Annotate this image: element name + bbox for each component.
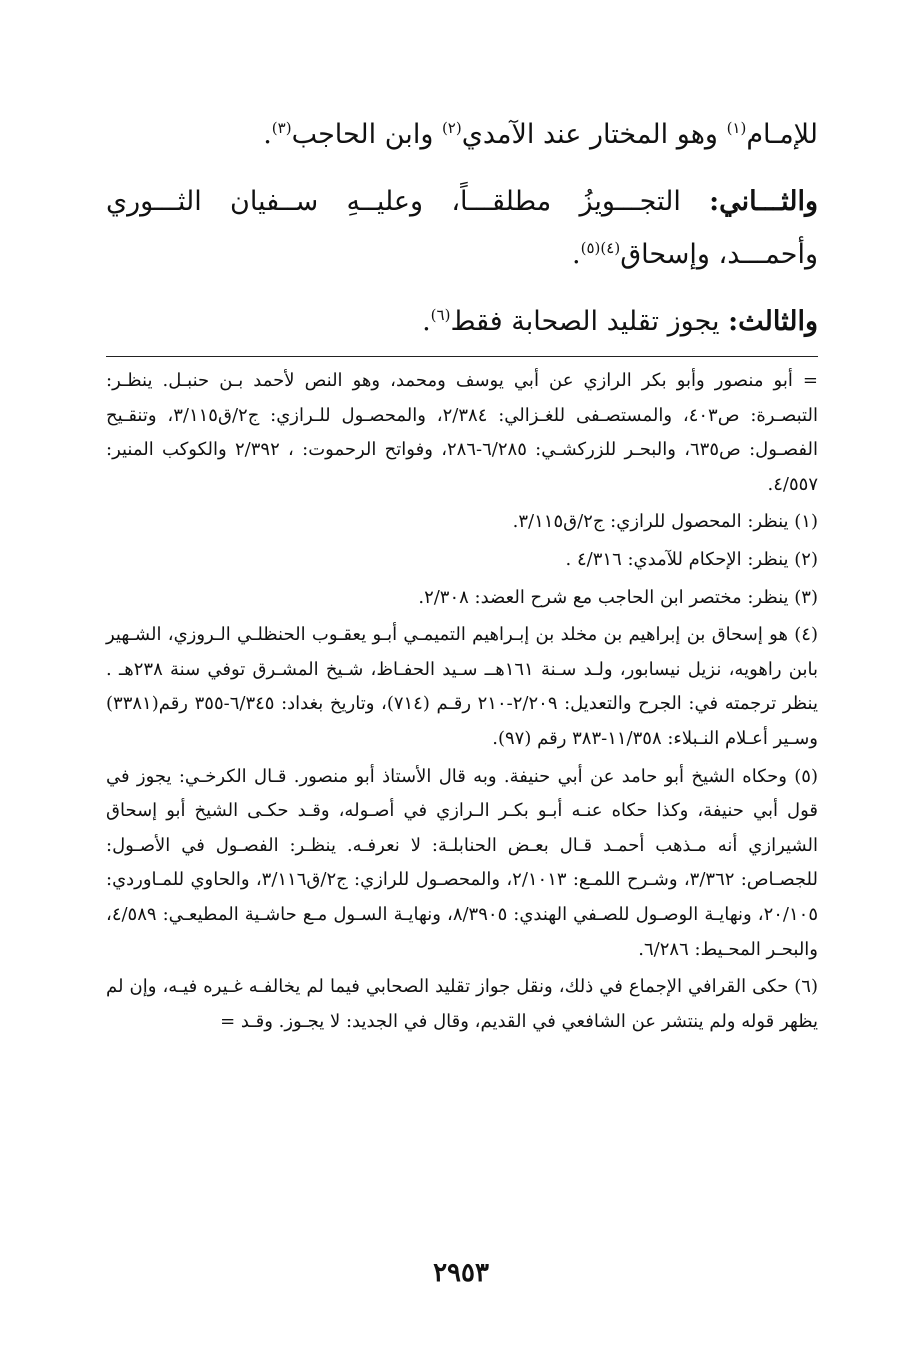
text-span: يجوز تقليد الصحابة فقط — [450, 306, 729, 337]
footnote-ref-6[interactable]: (٦) — [430, 306, 451, 324]
text-span: . — [572, 239, 581, 270]
text-span: . — [422, 306, 431, 337]
footnote-ref-1[interactable]: (١) — [726, 119, 747, 137]
footnote-continuation: = أبو منصور وأبو بكر الرازي عن أبي يوسف ومحمد، وهو النص لأحمد بـن حنبـل. ينظـر: التبصـرة: ص٤٠٣، والمستصـفى للغـزالي: ٢/٣٨٤، والمحصـول للـرازي: ج٢/ق٣/١١٥، وتنقـيح الفصـول: ص٦٣٥، والبحـر للزركشـي: ٦/٢٨٥-٢٨٦، وفواتح الرحموت: ، ٢/٣٩٢ والكوكب المنير: ٤/٥٥٧. — [106, 370, 818, 495]
footnote-ref-2[interactable]: (٢) — [441, 119, 462, 137]
footnote-6: (٦) حكى القرافي الإجماع في ذلك، ونقل جواز تقليد الصحابي فيما لم يخالفـه غـيره فيـه، وإن لم يظهر قوله ولم ينتشر عن الشافعي في القديم، وقال في الجديد: لا يجـوز. وقـد = — [106, 976, 818, 1032]
paragraph-second-opinion — [106, 175, 818, 281]
text-span: التجـــويزُ مطلقـــاً، وعليــهِ ســفيان الثـــوري وأحمـــد، وإسحاق — [106, 186, 818, 270]
paragraph-first-opinion — [106, 108, 818, 161]
text-span: وابن الحاجب — [291, 119, 442, 150]
page-number: ٢٩٥٣ — [433, 1258, 489, 1288]
main-text — [106, 108, 818, 362]
footnote-2: (٢) ينظر: الإحكام للآمدي: ٤/٣١٦ . — [565, 548, 818, 570]
second-label: والثـــاني: — [709, 186, 818, 217]
text-span: وهو المختار عند الآمدي — [461, 119, 727, 150]
footnote-divider — [106, 356, 818, 357]
footnote-4: (٤) هو إسحاق بن إبراهيم بن مخلد بن إبـراهيم التميمـي أبـو يعقـوب الحنظلـي الـروزي، الشـهير بابن راهويه، نزيل نيسابور، ولـد سـنة ١٦١هــ سـيد الحفـاظ، شـيخ المشـرق توفي سنة ٢٣٨هـ . ينظر ترجمته في: الجرح والتعديل: ٢/٢٠٩-٢١٠ رقـم (٧١٤)، وتاريخ بغداد: ٦/٣٤٥-٣٥٥ رقم(٣٣٨١) وسـير أعـلام النـبلاء: ١١/٣٥٨-٣٨٣ رقم (٩٧). — [106, 624, 819, 749]
footnote-1: (١) ينظر: المحصول للرازي: ج٢/ق٣/١١٥. — [512, 511, 818, 533]
footnote-5: (٥) وحكاه الشيخ أبو حامد عن أبي حنيفة. وبه قال الأستاذ أبو منصور. قـال الكرخـي: يجوز في قول أبي حنيفة، وكذا حكاه عنـه أبـو بكـر الـرازي في أصـوله، وقـد حكـى الشيخ أبو إسحاق الشيرازي أنه مـذهب أحمـد قـال بعـض الحنابلـة: لا نعرفـه. ينظـر: الفصـول في الأصـول: للجصـاص: ٣/٣٦٢، وشـرح اللمـع: ٢/١٠١٣، والمحصـول للرازي: ج٢/ق٣/١١٦، والحاوي للمـاوردي: ٢٠/١٠٥، ونهايـة الوصـول للصـفي الهندي: ٨/٣٩٠٥، ونهايـة السـول مـع حاشـية المطيعـي: ٤/٥٨٩، والبحـر المحـيط: ٦/٢٨٦. — [106, 765, 818, 960]
text-span: للإمـام — [746, 119, 818, 150]
paragraph-third-opinion — [106, 295, 818, 348]
footnote-ref-3[interactable]: (٣) — [271, 119, 292, 137]
footnote-ref-4-5[interactable]: (٤)(٥) — [580, 239, 621, 257]
footnotes — [106, 364, 818, 1042]
text-span: . — [263, 119, 272, 150]
footnote-3: (٣) ينظر: مختصر ابن الحاجب مع شرح العضد: ٢/٣٠٨. — [418, 586, 818, 608]
third-label: والثالث: — [728, 306, 818, 337]
